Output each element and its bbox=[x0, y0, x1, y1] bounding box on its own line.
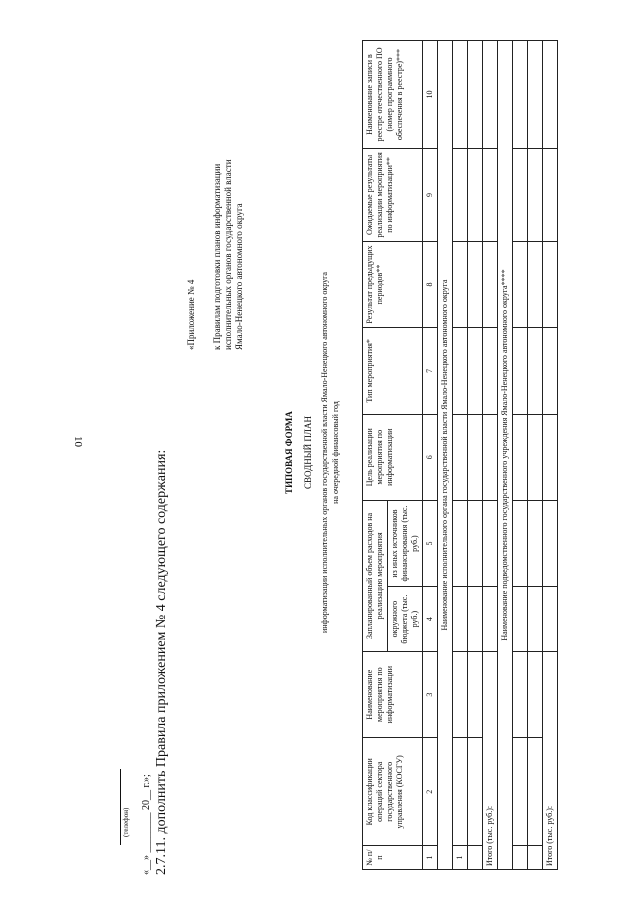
header-name: Наименование мероприятия по информатизации bbox=[363, 651, 423, 737]
appendix-label: «Приложение № 4 bbox=[186, 279, 196, 350]
table-cell bbox=[513, 587, 528, 652]
rules-line: исполнительных органов государственной власти bbox=[223, 159, 233, 350]
plan-subtitle bbox=[319, 0, 341, 905]
header-other-sources: из иных источников финансирования (тыс. руб.) bbox=[388, 500, 423, 586]
rules-line: Ямало-Ненецкого автономного округа bbox=[234, 203, 244, 350]
table-cell bbox=[453, 328, 468, 414]
table-cell bbox=[453, 41, 468, 149]
plan-title: СВОДНЫЙ ПЛАН bbox=[303, 416, 313, 489]
column-number: 9 bbox=[423, 149, 438, 242]
table-cell bbox=[483, 414, 498, 500]
table-cell bbox=[528, 738, 543, 846]
page-number: 10 bbox=[72, 436, 84, 447]
header-planned: Запланированный объем расходов на реализацию мероприятия bbox=[363, 500, 388, 651]
table-cell bbox=[513, 328, 528, 414]
table-cell bbox=[483, 328, 498, 414]
header-type: Тип мероприятия* bbox=[363, 328, 423, 414]
table-cell bbox=[528, 414, 543, 500]
table-row bbox=[468, 41, 483, 870]
table-cell bbox=[483, 41, 498, 149]
table-cell bbox=[483, 241, 498, 327]
table-cell bbox=[468, 328, 483, 414]
table-cell bbox=[528, 651, 543, 737]
table-cell bbox=[453, 500, 468, 586]
table-cell bbox=[543, 41, 558, 149]
summary-plan-table bbox=[362, 40, 558, 870]
header-num: № п/п bbox=[363, 846, 423, 870]
table-cell bbox=[528, 846, 543, 870]
subtotal-row bbox=[483, 41, 498, 870]
form-type: ТИПОВАЯ ФОРМА bbox=[284, 411, 294, 494]
table-cell bbox=[468, 149, 483, 242]
table-cell: 1 bbox=[453, 846, 468, 870]
header-district-budget: окружного бюджета (тыс. руб.) bbox=[388, 587, 423, 652]
table-cell bbox=[513, 41, 528, 149]
table-cell bbox=[543, 414, 558, 500]
table-cell bbox=[513, 846, 528, 870]
rules-line: к Правилам подготовки планов информатизации bbox=[212, 163, 222, 350]
phone-caption: (телефон) bbox=[122, 807, 130, 837]
institution-row bbox=[498, 41, 513, 870]
column-number: 2 bbox=[423, 738, 438, 846]
table-cell bbox=[468, 846, 483, 870]
institution-name: Наименование подведомственного государственного учреждения Ямало-Ненецкого автономного округа**** bbox=[498, 41, 513, 870]
table-row bbox=[453, 41, 468, 870]
table-cell bbox=[453, 241, 468, 327]
table-cell bbox=[528, 328, 543, 414]
rules-reference bbox=[212, 159, 245, 350]
column-number: 8 bbox=[423, 241, 438, 327]
table-cell bbox=[453, 149, 468, 242]
table-cell bbox=[453, 587, 468, 652]
table-cell bbox=[483, 500, 498, 586]
column-number: 5 bbox=[423, 500, 438, 586]
table-cell bbox=[543, 149, 558, 242]
table-cell bbox=[543, 241, 558, 327]
table-cell bbox=[468, 500, 483, 586]
column-number: 10 bbox=[423, 41, 438, 149]
table-cell bbox=[453, 651, 468, 737]
table-cell bbox=[483, 149, 498, 242]
column-number: 3 bbox=[423, 651, 438, 737]
column-number: 1 bbox=[423, 846, 438, 870]
organ-row bbox=[438, 41, 453, 870]
table-cell bbox=[528, 500, 543, 586]
table-cell bbox=[543, 587, 558, 652]
amendment-text: 2.7.11. дополнить Правила приложением № 4 следующего содержания: bbox=[154, 449, 169, 875]
header-kosgu: Код классификации операций сектора государственного управления (КОСГУ) bbox=[363, 738, 423, 846]
table-row bbox=[528, 41, 543, 870]
table-cell bbox=[453, 414, 468, 500]
table-cell bbox=[453, 738, 468, 846]
table-cell bbox=[528, 587, 543, 652]
organ-name: Наименование исполнительного органа государственной власти Ямало-Ненецкого автономного округа bbox=[438, 41, 453, 870]
header-goal: Цель реализации мероприятия по информатизации bbox=[363, 414, 423, 500]
subtitle-line: на очередной финансовый год bbox=[331, 401, 340, 504]
header-registry: Наименование записи в реестре отечественного ПО (номер программного обеспечения в реестре)*** bbox=[363, 41, 423, 149]
table-cell bbox=[513, 738, 528, 846]
table-cell bbox=[513, 241, 528, 327]
total-label: Итого (тыс. руб.): bbox=[543, 651, 558, 869]
table-cell bbox=[468, 738, 483, 846]
phone-line bbox=[120, 769, 121, 845]
table-cell bbox=[543, 500, 558, 586]
table-cell bbox=[528, 41, 543, 149]
table-cell bbox=[543, 328, 558, 414]
date-line: «__» ________ 20__ г.»; bbox=[141, 774, 152, 875]
table-cell bbox=[468, 414, 483, 500]
header-expected: Ожидаемые результаты реализации мероприятия по информатизации** bbox=[363, 149, 423, 242]
column-number: 4 bbox=[423, 587, 438, 652]
table-cell bbox=[468, 651, 483, 737]
total-row bbox=[543, 41, 558, 870]
table-cell bbox=[528, 241, 543, 327]
table-cell bbox=[468, 41, 483, 149]
table-row bbox=[513, 41, 528, 870]
table-cell bbox=[513, 414, 528, 500]
header-prev-results: Результат предыдущих периодов** bbox=[363, 241, 423, 327]
table-cell bbox=[513, 500, 528, 586]
table-cell bbox=[468, 587, 483, 652]
table-cell bbox=[468, 241, 483, 327]
column-numbers-row bbox=[423, 41, 438, 870]
table-cell bbox=[513, 651, 528, 737]
table-cell bbox=[528, 149, 543, 242]
subtotal-label: Итого (тыс. руб.): bbox=[483, 651, 498, 869]
subtitle-line: информатизации исполнительных органов государственной власти Ямало-Ненецкого автономного округа bbox=[320, 272, 329, 633]
column-number: 7 bbox=[423, 328, 438, 414]
table-cell bbox=[483, 587, 498, 652]
table-cell bbox=[513, 149, 528, 242]
column-number: 6 bbox=[423, 414, 438, 500]
